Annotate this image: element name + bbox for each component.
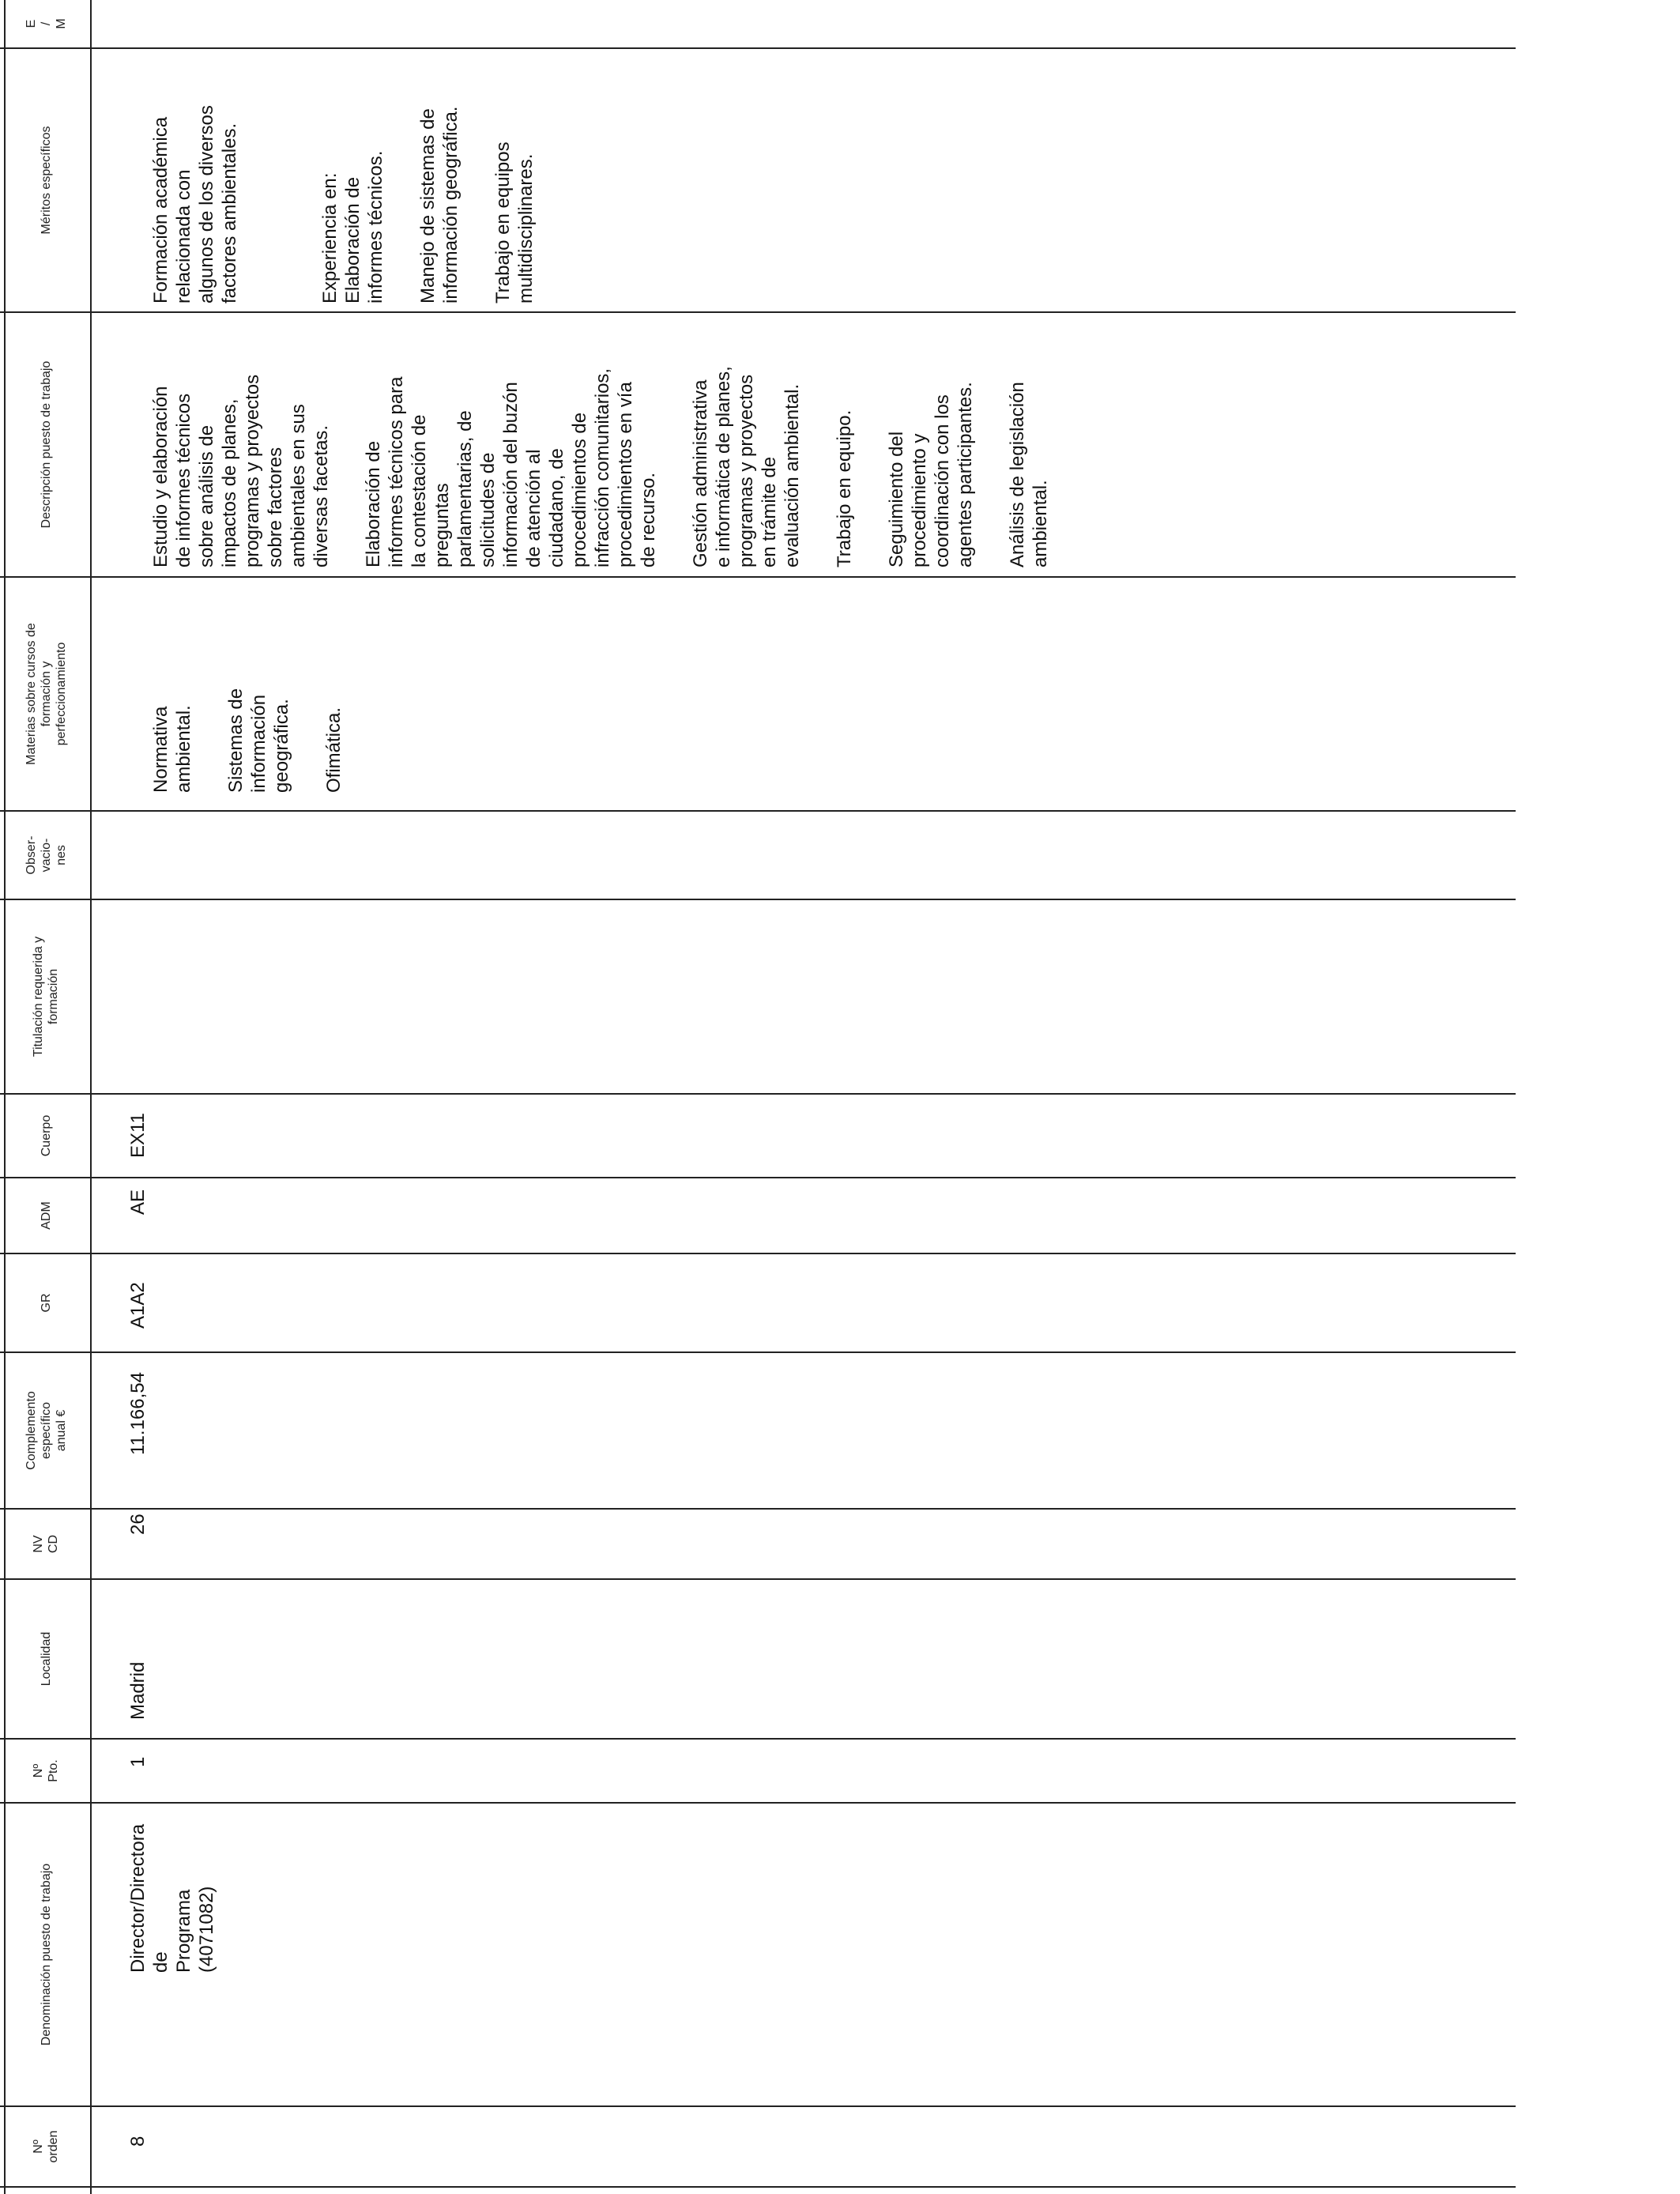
header-titulacion: Titulación requerida y formación [32, 936, 60, 1057]
header-descripcion: Descripción puesto de trabajo [39, 360, 53, 529]
col-sep [0, 1738, 1516, 1740]
header-pto: Nº Pto. [32, 1759, 60, 1782]
col-sep [0, 2105, 1516, 2107]
cell-descripcion [126, 315, 1075, 567]
col-sep [0, 1351, 1516, 1353]
header-meritos: Méritos específicos [39, 126, 53, 235]
header-denominacion: Denominación puesto de trabajo [39, 1863, 53, 2046]
col-sep [0, 311, 1516, 313]
descripcion-item: Seguimiento del procedimiento y coordinación con los agentes participantes. [886, 382, 976, 567]
descripcion-item: Gestión administrativa e informática de planes, programas y proyectos en trámite de evaluación ambiental. [690, 366, 803, 567]
meritos-item: Trabajo en equipos multidisciplinares. [492, 141, 537, 303]
materia-item: Sistemas de información geográfica. [225, 688, 292, 793]
header-cuerpo: Cuerpo [39, 1114, 53, 1157]
col-sep [0, 810, 1516, 812]
cell-orden: 8 [127, 2136, 149, 2147]
cell-materias [126, 579, 368, 793]
col-sep [0, 899, 1516, 900]
materia-item: Normativa ambiental. [150, 705, 194, 793]
header-localidad: Localidad [39, 1631, 53, 1687]
col-sep [0, 1093, 1516, 1095]
descripcion-item: Estudio y elaboración de informes técnicos sobre análisis de impactos de planes, programas y proyectos sobre factores ambientales en sus diversas facetas. [150, 374, 332, 567]
col-sep [0, 576, 1516, 578]
meritos-item: Experiencia en: Elaboración de informes técnicos. [319, 150, 386, 303]
cell-cuerpo: EX11 [127, 1113, 149, 1158]
materia-item: Ofimática. [323, 707, 345, 793]
header-gr: GR [39, 1293, 53, 1313]
col-sep [0, 1508, 1516, 1510]
cell-localidad: Madrid [127, 1661, 149, 1720]
col-sep [0, 1253, 1516, 1254]
cell-complemento: 11.166,54 [127, 1372, 149, 1455]
header-nivel: NV CD [32, 1534, 60, 1554]
col-sep [0, 1802, 1516, 1804]
col-sep [0, 1578, 1516, 1580]
header-orden: Nº orden [32, 2130, 60, 2163]
cell-gr: A1A2 [127, 1282, 149, 1329]
cell-adm: AE [127, 1189, 149, 1215]
header-bottom-rule [90, 0, 92, 2194]
col-sep [0, 47, 1516, 49]
meritos-spacer [264, 51, 296, 303]
cell-denominacion: Director/Directora de Programa (4071082) [127, 1823, 217, 1973]
meritos-item: Manejo de sistemas de información geográfica. [417, 106, 461, 303]
col-sep [0, 1177, 1516, 1178]
header-em: E / M [24, 18, 68, 29]
cell-meritos [126, 51, 560, 303]
descripcion-item: Trabajo en equipo. [834, 409, 855, 567]
descripcion-item: Análisis de legislación ambiental. [1007, 382, 1051, 567]
header-materias: Materias sobre cursos de formación y perfeccionamiento [24, 623, 68, 765]
cell-pto: 1 [127, 1756, 149, 1767]
meritos-intro: Formación académica relacionada con algunos de los diversos factores ambientales. [150, 105, 240, 303]
header-observaciones: Obser- vacio- nes [24, 835, 68, 875]
descripcion-item: Elaboración de informes técnicos para la contestación de preguntas parlamentarias, de solicitudes de información del buzón de atención al ciudadano, de procedimientos de infracción comunitarios, procedimientos en vía de recurso. [363, 368, 659, 567]
header-adm: ADM [39, 1201, 53, 1230]
header-complemento: Complemento específico anual € [24, 1391, 68, 1470]
cell-nivel: 26 [127, 1514, 149, 1535]
row-end-rule [0, 2186, 1516, 2188]
